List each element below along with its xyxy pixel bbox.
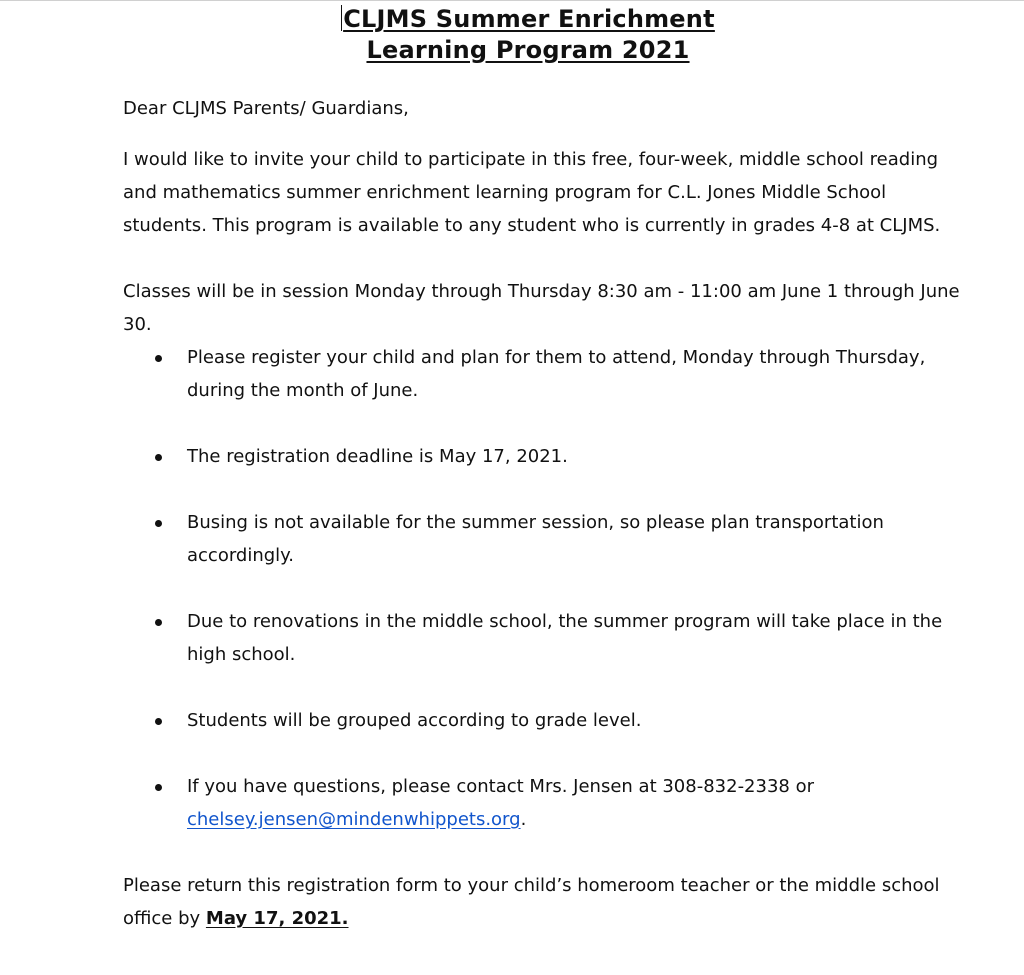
contact-period: . bbox=[520, 809, 527, 830]
contact-email-link[interactable]: chelsey.jensen@mindenwhippets.org bbox=[187, 809, 521, 830]
bullet-item bbox=[187, 440, 987, 473]
bullet-dot-icon bbox=[155, 355, 162, 362]
bullet-text: The registration deadline is May 17, 2021. bbox=[187, 446, 568, 467]
bullet-text: Busing is not available for the summer session, so please plan transportation accordingly. bbox=[187, 512, 884, 566]
title-line-1-wrap bbox=[113, 4, 943, 35]
bullet-item bbox=[187, 506, 987, 572]
bullet-dot-icon bbox=[155, 718, 162, 725]
bullet-dot-icon bbox=[155, 784, 162, 791]
bullet-item bbox=[187, 704, 987, 737]
bullet-text: Due to renovations in the middle school, the summer program will take place in the high school. bbox=[187, 611, 943, 665]
info-bullet-list bbox=[123, 341, 987, 836]
closing-deadline: May 17, 2021. bbox=[205, 908, 349, 929]
bullet-text: Please register your child and plan for them to attend, Monday through Thursday, during the month of June. bbox=[187, 347, 926, 401]
bullet-dot-icon bbox=[155, 619, 162, 626]
bullet-item-contact bbox=[187, 770, 987, 836]
intro-paragraph: I would like to invite your child to participate in this free, four-week, middle school reading and mathematics summer enrichment learning program for C.L. Jones Middle School students. This program is available to any student who is currently in grades 4-8 at CLJMS. bbox=[123, 149, 941, 236]
bullet-item bbox=[187, 341, 987, 407]
bullet-dot-icon bbox=[155, 454, 162, 461]
bullet-text: Students will be grouped according to grade level. bbox=[187, 710, 642, 731]
greeting: Dear CLJMS Parents/ Guardians, bbox=[123, 98, 409, 119]
bullet-item bbox=[187, 605, 987, 671]
title-line-1: CLJMS Summer Enrichment bbox=[343, 5, 715, 33]
bullet-dot-icon bbox=[155, 520, 162, 527]
contact-text: If you have questions, please contact Mrs. Jensen at 308-832-2338 or bbox=[187, 776, 815, 797]
sessions-paragraph: Classes will be in session Monday through Thursday 8:30 am - 11:00 am June 1 through June 30. bbox=[123, 281, 960, 335]
closing-text: Please return this registration form to your child’s homeroom teacher or the middle school office by bbox=[123, 875, 940, 929]
title-line-2-wrap bbox=[113, 35, 943, 66]
document-page bbox=[123, 0, 963, 935]
title-line-2: Learning Program 2021 bbox=[366, 36, 690, 64]
closing-paragraph bbox=[123, 869, 963, 935]
document-title bbox=[113, 4, 943, 66]
